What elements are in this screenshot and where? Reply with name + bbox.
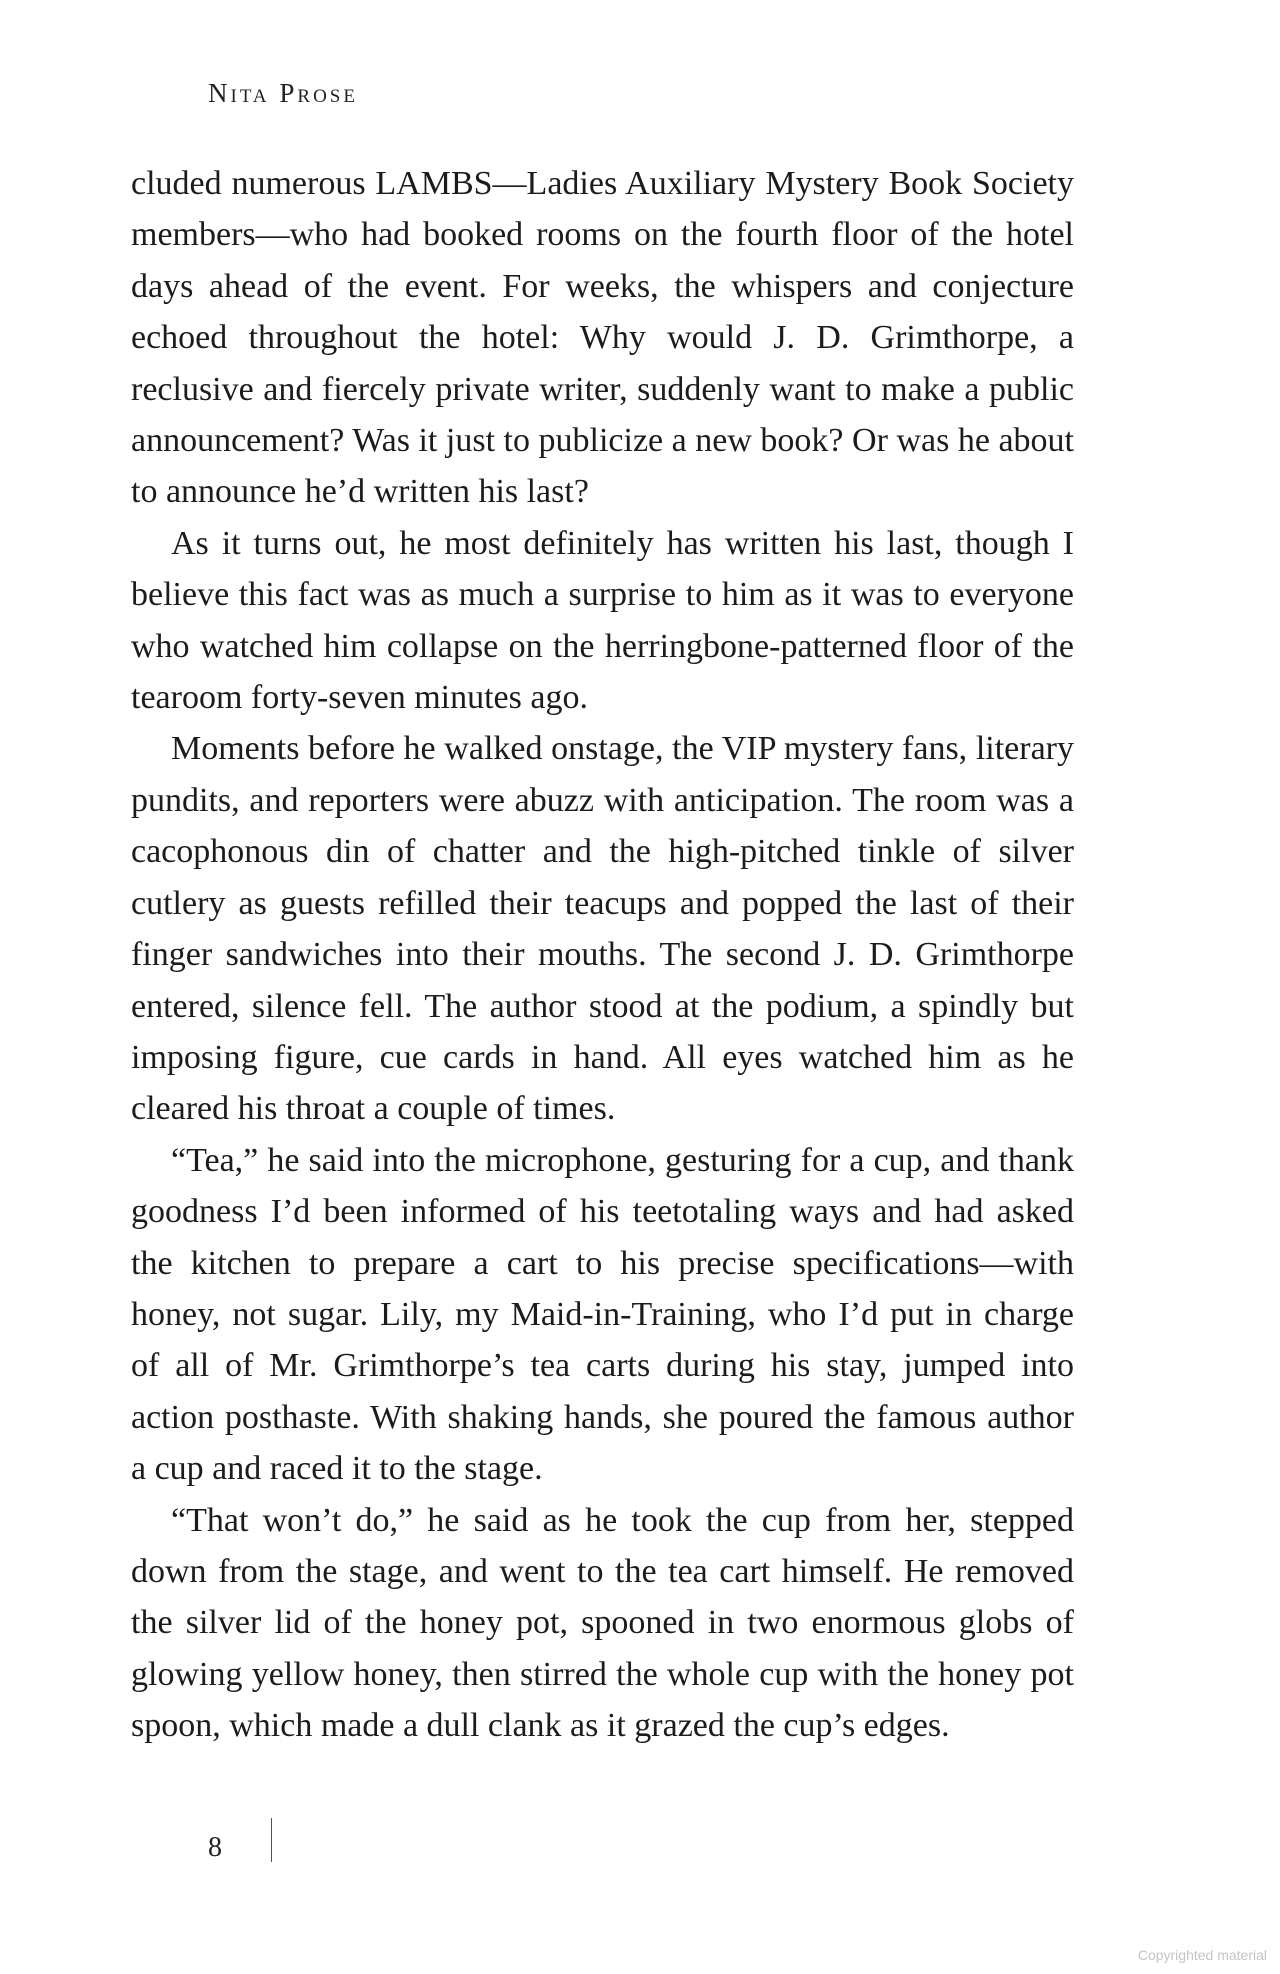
paragraph: As it turns out, he most definitely has written his last, though I believe this fact was as much a surprise to him as it was to everyone who watched him collapse on the herringbone-patterned floor of the tearoom forty-seven minutes ago. bbox=[131, 524, 1074, 717]
paragraph: Moments before he walked onstage, the VIP mystery fans, literary pundits, and reporters were abuzz with anticipation. The room was a cacophonous din of chatter and the high-pitched tinkle of silver cutlery as guests refilled their teacups and popped the last of their finger sandwiches into their mouths. The second J. D. Grimthorpe entered, silence fell. The author stood at the podium, a spindly but imposing figure, cue cards in hand. All eyes watched him as he cleared his throat a couple of times. bbox=[131, 730, 1074, 1128]
folio-divider bbox=[271, 1818, 272, 1862]
copyright-watermark: Copyrighted material bbox=[1137, 1947, 1267, 1963]
body-text bbox=[131, 158, 1074, 1752]
paragraph: “Tea,” he said into the microphone, gesturing for a cup, and thank goodness I’d been informed of his teetotaling ways and had asked the kitchen to prepare a cart to his precise specifications—with honey, not sugar. Lily, my Maid-in-Training, who I’d put in charge of all of Mr. Grimthorpe’s tea carts during his stay, jumped into action posthaste. With shaking hands, she poured the famous author a cup and raced it to the stage. bbox=[131, 1141, 1074, 1488]
page-number: 8 bbox=[208, 1832, 222, 1863]
running-head: Nita Prose bbox=[208, 78, 358, 108]
paragraph: cluded numerous LAMBS—Ladies Auxiliary Mystery Book Society members—who had booked rooms on the fourth floor of the hotel days ahead of the event. For weeks, the whispers and conjecture echoed throughout the hotel: Why would J. D. Grimthorpe, a reclusive and fiercely private writer, suddenly want to make a public announcement? Was it just to publicize a new book? Or was he about to announce he’d written his last? bbox=[131, 165, 1074, 511]
paragraph: “That won’t do,” he said as he took the cup from her, stepped down from the stage, and went to the tea cart himself. He removed the silver lid of the honey pot, spooned in two enormous globs of glowing yellow honey, then stirred the whole cup with the honey pot spoon, which made a dull clank as it grazed the cup’s edges. bbox=[131, 1501, 1074, 1745]
